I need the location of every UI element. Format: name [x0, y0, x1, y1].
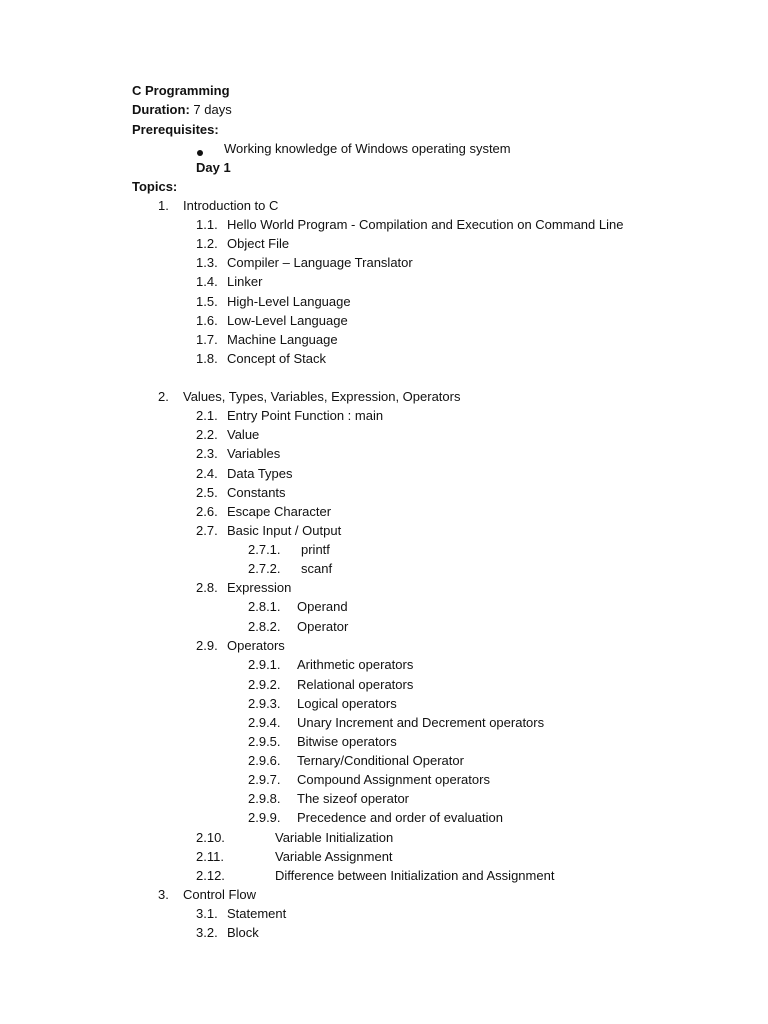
list-item: Variable Assignment [275, 849, 393, 864]
list-item: The sizeof operator [297, 791, 410, 806]
list-item-number: 1.2. [196, 236, 218, 251]
list-item: Hello World Program - Compilation and Execution on Command Line [227, 217, 624, 232]
list-item: Escape Character [227, 504, 332, 519]
list-item: Concept of Stack [227, 351, 326, 366]
list-item-number: 2.9.8. [248, 791, 281, 806]
list-item-number: 2.8.1. [248, 599, 281, 614]
list-item: Precedence and order of evaluation [297, 810, 503, 825]
list-item: High-Level Language [227, 294, 351, 309]
list-item: Data Types [227, 466, 293, 481]
list-item: Relational operators [297, 677, 414, 692]
list-item-number: 2.9.1. [248, 657, 281, 672]
list-item-number: 2.7.2. [248, 561, 281, 576]
list-item-number: 2.9.3. [248, 696, 281, 711]
section-title: Values, Types, Variables, Expression, Operators [183, 389, 461, 404]
section-heading [158, 198, 169, 214]
list-item: Entry Point Function : main [227, 408, 384, 423]
list-item: Low-Level Language [227, 313, 348, 328]
list-item-number: 2.4. [196, 466, 218, 481]
list-item: Object File [227, 236, 290, 251]
list-item-number: 2.8.2. [248, 619, 281, 634]
list-item-number: 2.9.6. [248, 753, 281, 768]
list-item-number: 1.3. [196, 255, 218, 270]
list-item: Variable Initialization [275, 830, 394, 845]
list-item-number: 2.9.2. [248, 677, 281, 692]
section-number: 2. [158, 389, 169, 404]
list-item: Operator [297, 619, 349, 634]
list-item: Difference between Initialization and Assignment [275, 868, 555, 883]
list-item: Arithmetic operators [297, 657, 414, 672]
list-item: Operand [297, 599, 348, 614]
list-item-number: 2.9.9. [248, 810, 281, 825]
list-item-number: 1.1. [196, 217, 218, 232]
list-item-number: 2.8. [196, 580, 218, 595]
prerequisite-item: Working knowledge of Windows operating system [224, 141, 511, 156]
list-item-number: 2.6. [196, 504, 218, 519]
list-item: Compiler – Language Translator [227, 255, 413, 270]
duration-line [132, 102, 232, 118]
list-item: scanf [301, 561, 333, 576]
list-item-number: 2.1. [196, 408, 218, 423]
bullet-icon [197, 150, 203, 156]
list-item-number: 2.9.4. [248, 715, 281, 730]
list-item: printf [301, 542, 330, 557]
list-item-number: 1.8. [196, 351, 218, 366]
section-number: 1. [158, 198, 169, 213]
list-item-number: 2.12. [196, 868, 225, 883]
duration-value: 7 days [193, 102, 232, 117]
list-item: Operators [227, 638, 285, 653]
list-item-number: 1.4. [196, 274, 218, 289]
list-item: Statement [227, 906, 287, 921]
prerequisites-label: Prerequisites: [132, 122, 219, 137]
list-item-number: 1.7. [196, 332, 218, 347]
section-number: 3. [158, 887, 169, 902]
doc-title: C Programming [132, 83, 230, 98]
section-title: Control Flow [183, 887, 256, 902]
list-item: Expression [227, 580, 292, 595]
list-item-number: 2.11. [196, 849, 224, 864]
list-item-number: 2.9.7. [248, 772, 281, 787]
topics-label: Topics: [132, 179, 178, 194]
list-item: Linker [227, 274, 263, 289]
list-item-number: 3.2. [196, 925, 218, 940]
list-item: Value [227, 427, 260, 442]
list-item-number: 2.3. [196, 446, 218, 461]
day-label: Day 1 [196, 160, 231, 175]
list-item: Constants [227, 485, 286, 500]
list-item: Machine Language [227, 332, 338, 347]
list-item: Variables [227, 446, 281, 461]
duration-label: Duration: [132, 102, 190, 117]
list-item: Ternary/Conditional Operator [297, 753, 464, 768]
list-item-number: 2.7.1. [248, 542, 281, 557]
list-item-number: 2.10. [196, 830, 225, 845]
list-item-number: 2.5. [196, 485, 218, 500]
list-item: Bitwise operators [297, 734, 397, 749]
list-item: Unary Increment and Decrement operators [297, 715, 545, 730]
list-item: Block [227, 925, 259, 940]
list-item-number: 2.9. [196, 638, 218, 653]
list-item-number: 3.1. [196, 906, 218, 921]
list-item: Logical operators [297, 696, 397, 711]
list-item: Compound Assignment operators [297, 772, 490, 787]
section-title: Introduction to C [183, 198, 279, 213]
list-item-number: 2.7. [196, 523, 218, 538]
list-item-number: 2.9.5. [248, 734, 281, 749]
list-item-number: 1.5. [196, 294, 218, 309]
list-item-number: 1.6. [196, 313, 218, 328]
list-item-number: 2.2. [196, 427, 218, 442]
list-item: Basic Input / Output [227, 523, 342, 538]
